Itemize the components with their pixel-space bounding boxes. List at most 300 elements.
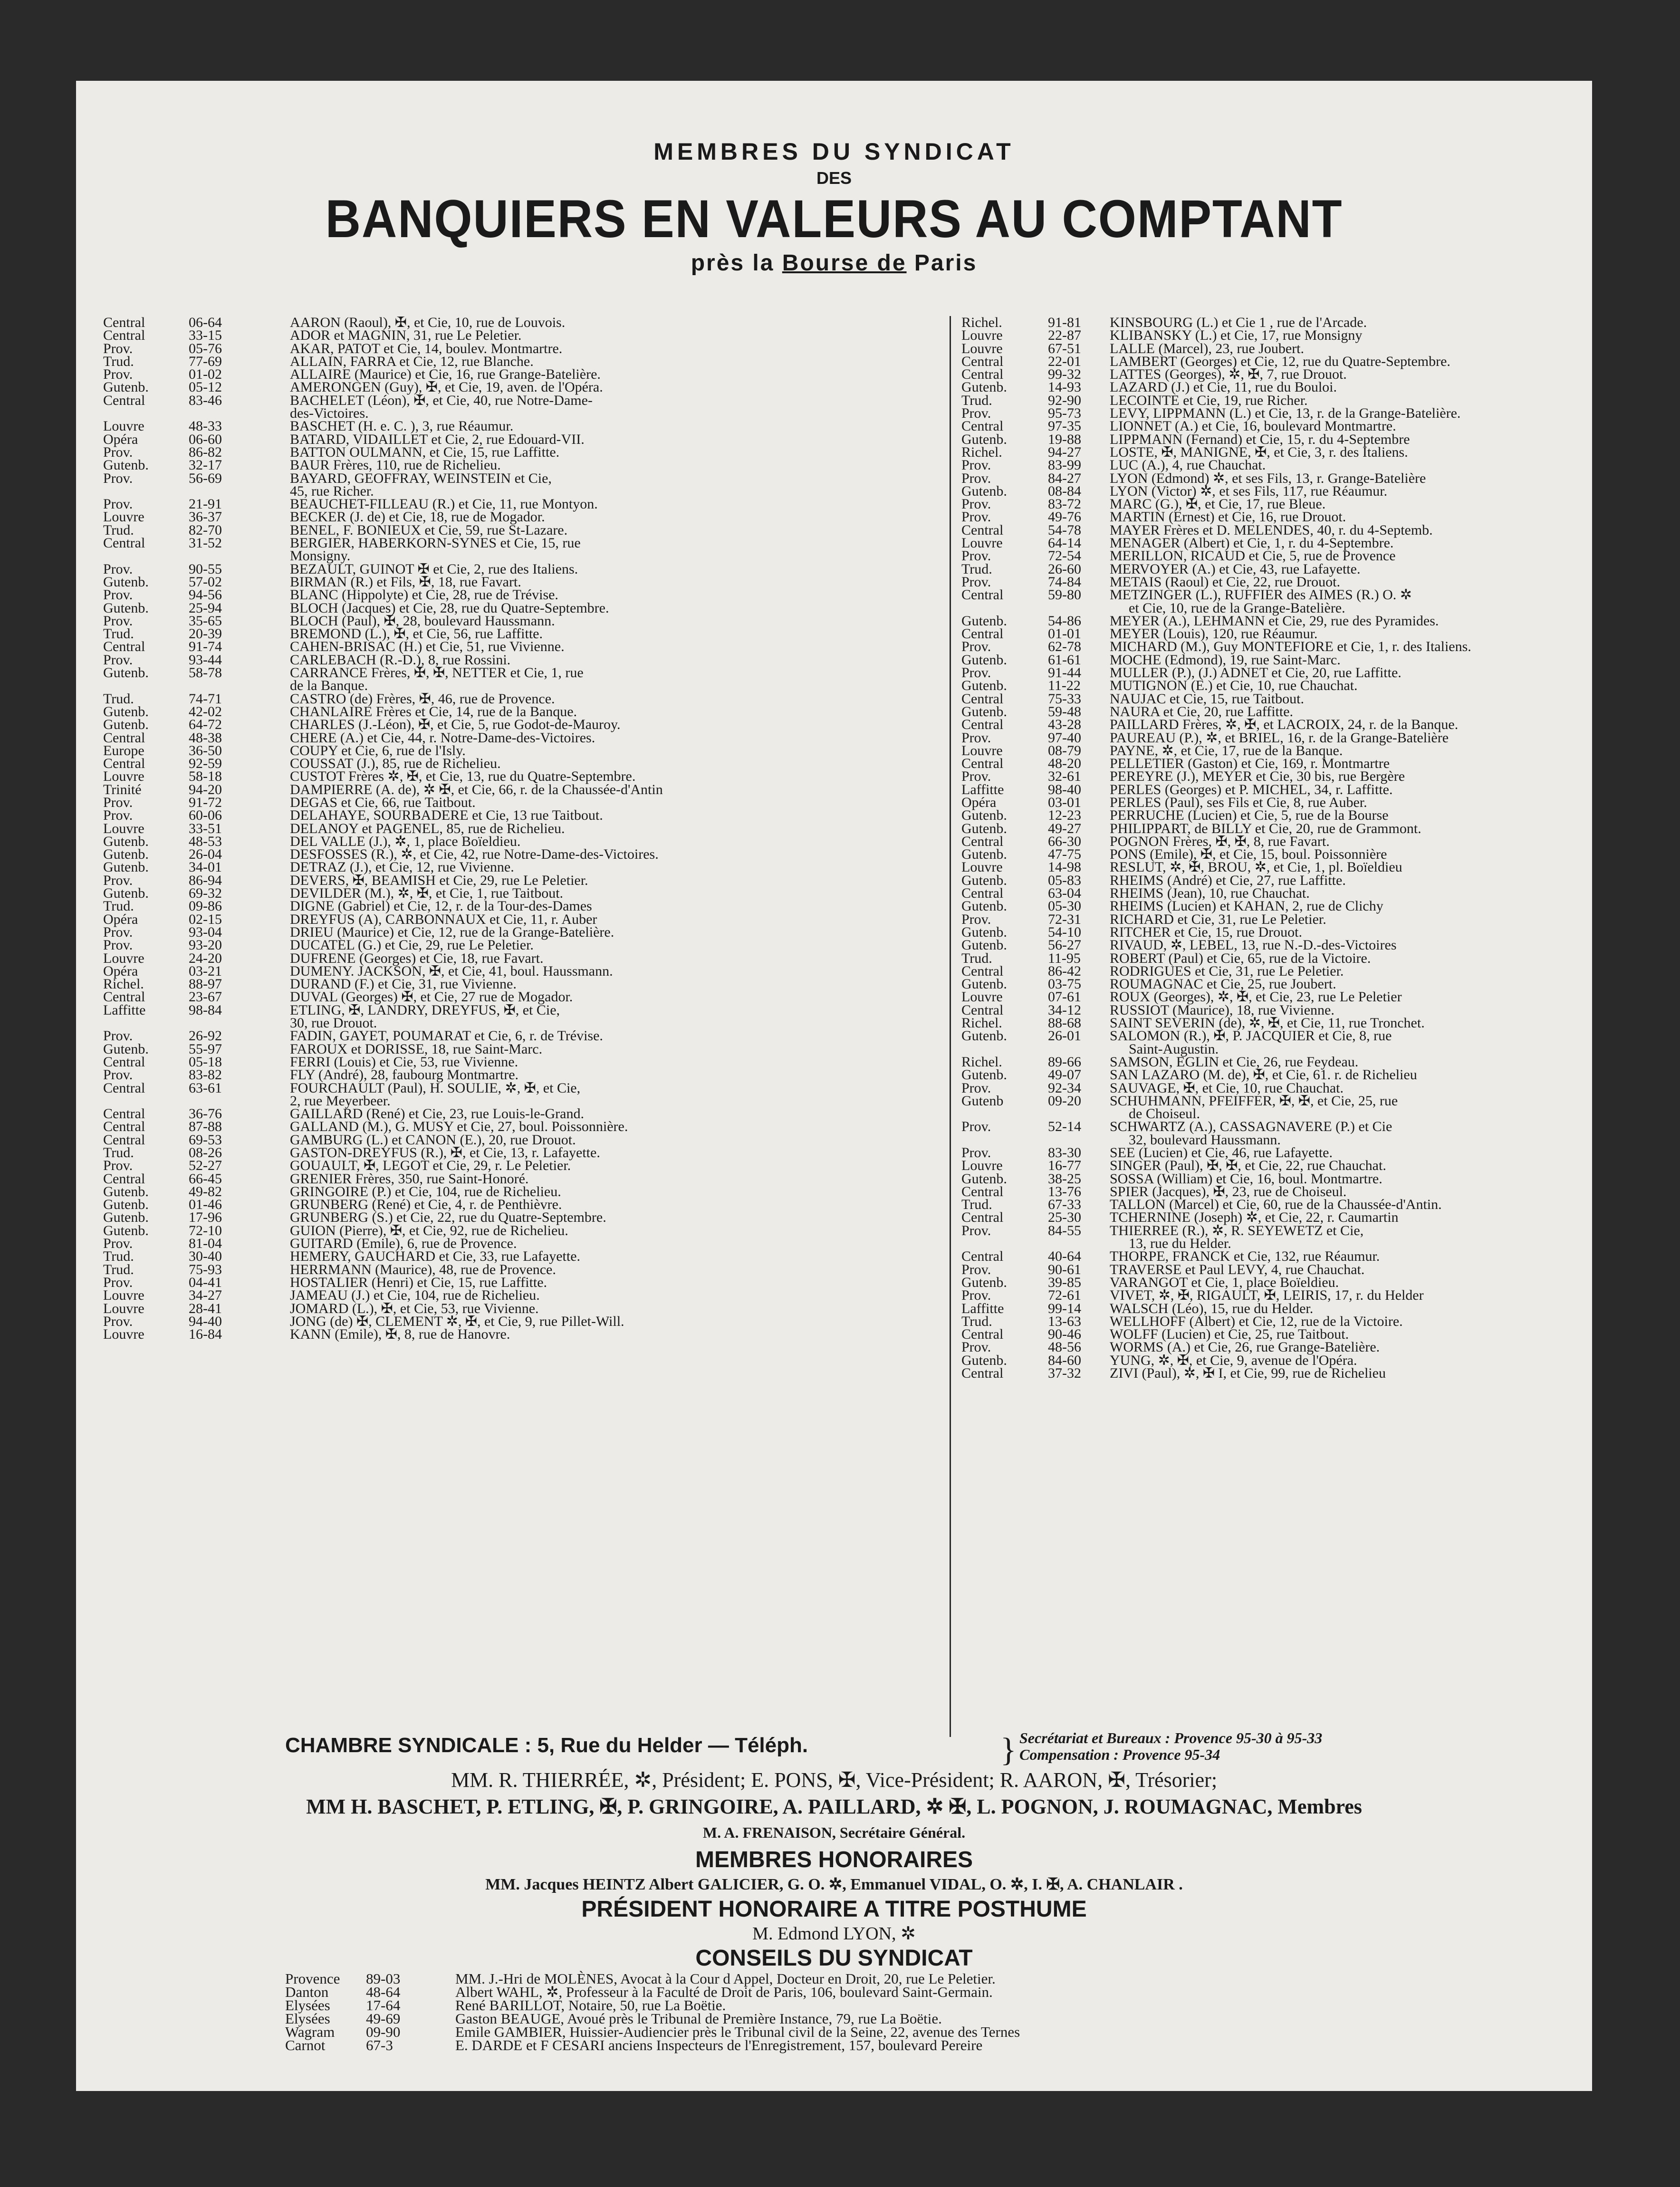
member-entry: COUPY et Cie, 6, rue de l'Isly.	[290, 742, 466, 758]
member-entry: RHEIMS (André) et Cie, 27, rue Laffitte.	[1110, 872, 1346, 888]
exchange-name: Richel.	[961, 1015, 1002, 1031]
member-row	[103, 561, 936, 577]
exchange-name: Gutenb.	[961, 613, 1007, 629]
exchange-name: Prov.	[961, 1261, 991, 1277]
member-entry: SAINT SEVERIN (de), ✲, ✠, et Cie, 11, rue Tronchet.	[1110, 1015, 1425, 1031]
member-entry: RITCHER et Cie, 15, rue Drouot.	[1110, 924, 1302, 940]
exchange-name: Central	[103, 729, 145, 746]
member-row	[962, 1354, 1578, 1367]
member-entry: DURAND (F.) et Cie, 31, rue Vivienne.	[290, 976, 517, 992]
exchange-name: Gutenb.	[961, 678, 1007, 694]
member-row	[103, 911, 936, 927]
phone-number: 48-56	[1048, 1339, 1081, 1355]
exchange-name: Trinité	[103, 781, 142, 797]
exchange-name: Louvre	[103, 1326, 144, 1343]
member-entry: PEREYRE (J.), MEYER et Cie, 30 bis, rue Bergère	[1110, 768, 1405, 785]
phone-number: 90-55	[189, 561, 222, 577]
member-row	[103, 963, 936, 979]
member-entry: ALLAIN, FARRA et Cie, 12, rue Blanche.	[290, 353, 534, 369]
member-row	[962, 524, 1578, 537]
exchange-name: Prov.	[103, 1067, 133, 1083]
member-entry: TALLON (Marcel) et Cie, 60, rue de la Chaussée-d'Antin.	[1110, 1197, 1442, 1213]
exchange-name: Trud.	[961, 392, 992, 408]
member-entry: DELAHAYE, SOURBADERE et Cie, 13 rue Taitbout.	[290, 807, 603, 824]
phone-number: 31-52	[189, 535, 222, 551]
member-row	[103, 898, 936, 914]
member-row	[290, 407, 936, 420]
phone-number: 82-70	[189, 522, 222, 538]
phone-number: 83-99	[1048, 457, 1081, 473]
phone-number: 91-72	[189, 794, 222, 810]
phone-number: 59-80	[1048, 587, 1081, 603]
member-row	[103, 418, 936, 434]
phone-number: 26-92	[189, 1028, 222, 1044]
phone-number: 74-84	[1048, 574, 1081, 590]
phone-number: 05-30	[1048, 898, 1081, 914]
phone-number: 33-51	[189, 820, 222, 836]
chambre-syndicale: CHAMBRE SYNDICALE : 5, Rue du Helder — Téléph.	[285, 1734, 808, 1757]
member-row	[103, 626, 936, 642]
exchange-name: Prov.	[103, 587, 133, 603]
member-row	[962, 1315, 1578, 1328]
phone-number: 42-02	[189, 703, 222, 719]
member-entry: MARTIN (Ernest) et Cie, 16, rue Drouot.	[1110, 509, 1346, 525]
member-entry: GASTON-DREYFUS (R.), ✠, et Cie, 13, r. Lafayette.	[290, 1145, 600, 1161]
phone-number: 48-38	[189, 729, 222, 746]
exchange-name: Prov.	[961, 470, 991, 486]
exchange-name: Gutenb.	[103, 859, 149, 875]
exchange-name: Gutenb.	[103, 600, 149, 616]
member-entry: WELLHOFF (Albert) et Cie, 12, rue de la Victoire.	[1110, 1313, 1403, 1329]
member-entry: COUSSAT (J.), 85, rue de Richelieu.	[290, 756, 501, 772]
exchange-name: Trud.	[103, 626, 134, 642]
member-entry: BEAUCHET-FILLEAU (R.) et Cie, 11, rue Montyon.	[290, 496, 598, 512]
exchange-name: Louvre	[961, 989, 1003, 1005]
member-row	[962, 510, 1578, 523]
member-entry: RHEIMS (Lucien) et KAHAN, 2, rue de Clichy	[1110, 898, 1383, 914]
phone-number: 58-18	[189, 768, 222, 785]
member-row	[103, 1313, 936, 1329]
member-row	[962, 887, 1578, 900]
member-entry: RODRIGUES et Cie, 31, rue Le Peletier.	[1110, 963, 1344, 979]
honoraires-line: MM. Jacques HEINTZ Albert GALICIER, G. O. ✲, Emmanuel VIDAL, O. ✲, I. ✠, A. CHANLAIR .	[485, 1876, 1183, 1893]
member-row	[962, 718, 1578, 731]
phone-number: 32-61	[1048, 768, 1081, 785]
member-entry: JOMARD (L.), ✠, et Cie, 53, rue Vivienne.	[290, 1300, 539, 1316]
exchange-name: Central	[103, 535, 145, 551]
member-row	[103, 1261, 936, 1277]
phone-number: 49-07	[1048, 1067, 1081, 1083]
member-row	[103, 1183, 936, 1199]
member-entry: MOCHE (Edmond), 19, rue Saint-Marc.	[1110, 652, 1341, 668]
member-entry: RIVAUD, ✲, LEBEL, 13, rue N.-D.-des-Victoires	[1110, 937, 1397, 953]
member-columns	[76, 316, 1592, 1737]
exchange-name: Prov.	[103, 794, 133, 810]
member-row	[962, 848, 1578, 861]
conseil-entry: René BARILLOT, Notaire, 50, rue La Boëtie.	[455, 1997, 726, 2014]
phone-number: 35-65	[189, 613, 222, 629]
member-row	[103, 859, 936, 875]
phone-number: 92-59	[189, 756, 222, 772]
phone-number: 67-3	[366, 2037, 393, 2053]
member-row	[962, 420, 1578, 432]
phone-number: 39-85	[1048, 1274, 1081, 1290]
exchange-name: Louvre	[961, 742, 1003, 758]
brace: }	[1000, 1732, 1017, 1768]
member-row	[290, 485, 936, 498]
member-entry: FLY (André), 28, faubourg Montmartre.	[290, 1067, 519, 1083]
member-entry: 2, rue Meyerbeer.	[290, 1093, 391, 1109]
member-row	[962, 472, 1578, 485]
exchange-name: Prov.	[103, 613, 133, 629]
exchange-name: Gutenb.	[961, 820, 1007, 836]
member-entry: DETRAZ (J.), et Cie, 12, rue Vivienne.	[290, 859, 514, 875]
conseil-entry: Gaston BEAUGE, Avoué près le Tribunal de Première Instance, 79, rue La Boëtie.	[455, 2010, 942, 2027]
exchange-name: Prov.	[103, 924, 133, 940]
member-row	[962, 1068, 1578, 1081]
member-row	[962, 783, 1578, 796]
exchange-name: Prov.	[961, 768, 991, 785]
member-row	[103, 833, 936, 849]
member-entry: RICHARD et Cie, 31, rue Le Peletier.	[1110, 911, 1326, 927]
member-entry: AKAR, PATOT et Cie, 14, boulev. Montmartre.	[290, 340, 563, 356]
member-row	[962, 1159, 1578, 1172]
member-entry: NAUJAC et Cie, 15, rue Taitbout.	[1110, 691, 1304, 707]
phone-number: 58-78	[189, 665, 222, 681]
exchange-name: Central	[961, 885, 1004, 902]
member-row	[962, 861, 1578, 873]
phone-number: 60-06	[189, 807, 222, 824]
member-entry: DUVAL (Georges) ✠, et Cie, 27 rue de Mogador.	[290, 989, 573, 1005]
phone-number: 91-81	[1048, 315, 1081, 330]
member-entry: HEMERY, GAUCHARD et Cie, 33, rue Lafayette.	[290, 1248, 581, 1265]
exchange-name: Trud.	[103, 898, 134, 914]
member-entry: WORMS (A.) et Cie, 26, rue Grange-Batelière.	[1110, 1339, 1380, 1355]
phone-number: 40-64	[1048, 1248, 1081, 1265]
exchange-name: Gutenb.	[961, 652, 1007, 668]
member-entry: DAMPIERRE (A. de), ✲ ✠, et Cie, 66, r. de la Chaussée-d'Antin	[290, 781, 663, 797]
phone-number: 89-03	[366, 1970, 401, 1987]
phone-number: 83-82	[189, 1067, 222, 1083]
exchange-name: Central	[961, 756, 1004, 772]
member-row	[103, 1170, 936, 1187]
member-row	[103, 756, 936, 772]
member-entry: METAIS (Raoul) et Cie, 22, rue Drouot.	[1110, 574, 1341, 590]
member-row	[103, 327, 936, 344]
member-row	[103, 1158, 936, 1174]
member-row	[103, 820, 936, 836]
member-entry: BACHELET (Léon), ✠, et Cie, 40, rue Notre-Dame-	[290, 392, 593, 408]
member-row	[290, 1094, 936, 1107]
member-entry: FOURCHAULT (Paul), H. SOULIE, ✲, ✠, et Cie,	[290, 1080, 581, 1096]
phone-number: 89-66	[1048, 1054, 1081, 1070]
exchange-name: Gutenb.	[103, 574, 149, 590]
exchange-name: Elysées	[285, 1997, 330, 2014]
secretary-line: M. A. FRENAISON, Secrétaire Général.	[702, 1824, 966, 1841]
member-entry: HERRMANN (Maurice), 48, rue de Provence.	[290, 1261, 556, 1277]
member-entry: SCHWARTZ (A.), CASSAGNAVERE (P.) et Cie	[1110, 1119, 1392, 1135]
phone-number: 26-01	[1048, 1028, 1081, 1044]
phone-number: 19-88	[1048, 431, 1081, 447]
exchange-name: Prov.	[961, 1287, 991, 1304]
member-entry: LIONNET (A.) et Cie, 16, boulevard Montmartre.	[1110, 418, 1396, 434]
exchange-name: Prov.	[961, 509, 991, 525]
exchange-name: Gutenb.	[103, 833, 149, 849]
member-row	[103, 989, 936, 1005]
exchange-name: Trud.	[961, 1197, 992, 1213]
exchange-name: Trud.	[103, 1261, 134, 1277]
member-entry: PAYNE, ✲, et Cie, 17, rue de la Banque.	[1110, 742, 1343, 758]
exchange-name: Richel.	[103, 976, 144, 992]
exchange-name: Elysées	[285, 2010, 330, 2027]
phone-number: 36-50	[189, 742, 222, 758]
phone-number: 26-60	[1048, 561, 1081, 577]
phone-number: 14-98	[1048, 859, 1081, 875]
exchange-name: Prov.	[103, 470, 133, 486]
member-entry: Saint-Augustin.	[1129, 1041, 1219, 1057]
member-entry: KANN (Emile), ✠, 8, rue de Hanovre.	[290, 1326, 510, 1343]
member-entry: DUMENY. JACKSON, ✠, et Cie, 41, boul. Haussmann.	[290, 963, 613, 979]
exchange-name: Central	[961, 1002, 1004, 1018]
phone-number: 66-30	[1048, 833, 1081, 849]
member-row	[962, 900, 1578, 912]
member-entry: DIGNE (Gabriel) et Cie, 12, r. de la Tour-des-Dames	[290, 898, 592, 914]
exchange-name: Central	[961, 626, 1004, 642]
member-row	[103, 872, 936, 888]
conseils-title: CONSEILS DU SYNDICAT	[695, 1946, 973, 1971]
phone-number: 13-76	[1048, 1183, 1081, 1199]
member-row	[962, 381, 1578, 393]
phone-number: 64-14	[1048, 535, 1081, 551]
member-row	[103, 1028, 936, 1044]
member-row	[103, 1274, 936, 1290]
member-row	[962, 874, 1578, 887]
phone-number: 11-95	[1048, 950, 1081, 966]
member-entry: MERVOYER (A.) et Cie, 43, rue Lafayette.	[1110, 561, 1361, 577]
phone-number: 22-87	[1048, 327, 1081, 344]
member-entry: METZINGER (L.), RUFFIER des AIMES (R.) O. ✲	[1110, 587, 1412, 603]
phone-number: 01-01	[1048, 626, 1081, 642]
exchange-name: Louvre	[961, 859, 1003, 875]
member-entry: DEVERS, ✠, BEAMISH et Cie, 29, rue Le Peletier.	[290, 872, 588, 888]
member-row	[962, 952, 1578, 965]
member-entry: CHERE (A.) et Cie, 44, r. Notre-Dame-des-Victoires.	[290, 729, 595, 746]
member-row	[962, 1172, 1578, 1185]
member-entry: BREMOND (L.), ✠, et Cie, 56, rue Laffitte.	[290, 626, 543, 642]
member-row	[962, 1004, 1578, 1017]
member-entry: PAUREAU (P.), ✲, et BRIEL, 16, r. de la Grange-Batelière	[1110, 729, 1449, 746]
member-row	[103, 846, 936, 863]
exchange-name: Trud.	[961, 1313, 992, 1329]
member-row	[103, 315, 936, 330]
exchange-name: Danton	[285, 1984, 329, 2000]
member-entry: LUC (A.), 4, rue Chauchat.	[1110, 457, 1266, 473]
member-entry: SAN LAZARO (M. de), ✠, et Cie, 61. r. de Richelieu	[1110, 1067, 1417, 1083]
member-row	[103, 535, 936, 551]
exchange-name: Gutenb.	[961, 924, 1007, 940]
exchange-name: Central	[103, 392, 145, 408]
member-row	[962, 368, 1578, 381]
header-subtitle: près la Bourse de Paris	[691, 250, 978, 276]
member-entry: ADOR et MAGNIN, 31, rue Le Peletier.	[290, 327, 522, 344]
phone-number: 69-32	[189, 885, 222, 902]
member-entry: DRIEU (Maurice) et Cie, 12, rue de la Grange-Batelière.	[290, 924, 614, 940]
phone-number: 48-33	[189, 418, 222, 434]
phone-number: 38-25	[1048, 1170, 1081, 1187]
phone-number: 09-20	[1048, 1093, 1081, 1109]
phone-number: 99-14	[1048, 1300, 1081, 1316]
phone-number: 92-34	[1048, 1080, 1081, 1096]
exchange-name: Richel.	[961, 444, 1002, 460]
member-row	[103, 522, 936, 538]
member-entry: MUTIGNON (E.) et Cie, 10, rue Chauchat.	[1110, 678, 1358, 694]
exchange-name: Central	[103, 1080, 145, 1096]
phone-number: 69-53	[189, 1132, 222, 1148]
member-entry: MEYER (Louis), 120, rue Réaumur.	[1110, 626, 1318, 642]
exchange-name: Prov.	[961, 1119, 991, 1135]
phone-number: 75-93	[189, 1261, 222, 1277]
right-column	[962, 316, 1578, 1380]
member-row	[103, 976, 936, 992]
member-row	[962, 1237, 1578, 1250]
phone-number: 54-86	[1048, 613, 1081, 629]
member-row	[962, 1211, 1578, 1224]
member-entry: AMERONGEN (Guy), ✠, et Cie, 19, aven. de l'Opéra.	[290, 379, 603, 395]
member-entry: BLOCH (Paul), ✠, 28, boulevard Haussmann.	[290, 613, 555, 629]
phone-number: 43-28	[1048, 717, 1081, 733]
member-entry: HOSTALIER (Henri) et Cie, 15, rue Laffitte.	[290, 1274, 547, 1290]
exchange-name: Gutenb.	[103, 379, 149, 395]
phone-number: 26-04	[189, 846, 222, 863]
phone-number: 25-94	[189, 600, 222, 616]
exchange-name: Gutenb.	[961, 807, 1007, 824]
exchange-name: Prov.	[103, 1028, 133, 1044]
exchange-name: Wagram	[285, 2024, 335, 2040]
exchange-name: Central	[961, 418, 1004, 434]
exchange-name: Louvre	[103, 1300, 144, 1316]
phone-number: 07-61	[1048, 989, 1081, 1005]
member-entry: JONG (de) ✠, CLEMENT ✲, ✠, et Cie, 9, rue Pillet-Will.	[290, 1313, 624, 1329]
phone-number: 87-88	[189, 1119, 222, 1135]
member-row	[103, 652, 936, 668]
phone-number: 21-91	[189, 496, 222, 512]
exchange-name: Louvre	[103, 1287, 144, 1304]
exchange-name: Europe	[103, 742, 144, 758]
president-honoraire-name: M. Edmond LYON, ✲	[752, 1924, 916, 1944]
exchange-name: Louvre	[961, 1158, 1003, 1174]
member-row	[962, 692, 1578, 705]
member-row	[962, 459, 1578, 471]
member-row	[103, 1119, 936, 1135]
member-entry: LECOINTE et Cie, 19, rue Richer.	[1110, 392, 1308, 408]
member-entry: NAURA et Cie, 20, rue Laffitte.	[1110, 703, 1294, 719]
member-row	[962, 1328, 1578, 1341]
member-entry: PELLETIER (Gaston) et Cie, 169, r. Montmartre	[1110, 756, 1390, 772]
exchange-name: Gutenb.	[961, 1170, 1007, 1187]
member-row	[962, 433, 1578, 446]
member-row	[103, 1209, 936, 1226]
phone-number: 54-10	[1048, 924, 1081, 940]
member-entry: CASTRO (de) Frères, ✠, 46, rue de Provence.	[290, 691, 555, 707]
phone-number: 20-39	[189, 626, 222, 642]
member-entry: Monsigny.	[290, 548, 351, 564]
member-entry: MULLER (P.), (J.) ADNET et Cie, 20, rue Laffitte.	[1110, 665, 1402, 681]
phone-number: 05-83	[1048, 872, 1081, 888]
member-row	[103, 1287, 936, 1304]
phone-number: 12-23	[1048, 807, 1081, 824]
phone-number: 49-82	[189, 1183, 222, 1199]
member-row	[103, 742, 936, 758]
phone-number: 94-20	[189, 781, 222, 797]
member-row	[962, 640, 1578, 653]
phone-number: 81-04	[189, 1236, 222, 1252]
phone-number: 93-04	[189, 924, 222, 940]
member-entry: GAILLARD (René) et Cie, 23, rue Louis-le-Grand.	[290, 1106, 584, 1122]
member-entry: ROUMAGNAC et Cie, 25, rue Joubert.	[1110, 976, 1336, 992]
exchange-name: Central	[103, 1170, 145, 1187]
exchange-name: Central	[961, 1326, 1004, 1343]
member-entry: PONS (Emile), ✠, et Cie, 15, boul. Poissonnière	[1110, 846, 1387, 863]
exchange-name: Central	[961, 366, 1004, 383]
phone-number: 24-20	[189, 950, 222, 966]
member-row	[103, 691, 936, 707]
member-row	[962, 602, 1578, 614]
exchange-name: Central	[961, 833, 1004, 849]
member-row	[962, 1263, 1578, 1276]
exchange-name: Gutenb	[961, 1093, 1004, 1109]
member-row	[962, 1043, 1578, 1055]
member-entry: 45, rue Richer.	[290, 483, 374, 499]
phone-number: 34-01	[189, 859, 222, 875]
phone-number: 91-74	[189, 639, 222, 655]
secretariat: Secrétariat et Bureaux : Provence 95-30 à 95-33	[1019, 1729, 1323, 1746]
phone-number: 09-86	[189, 898, 222, 914]
exchange-name: Gutenb.	[961, 431, 1007, 447]
exchange-name: Central	[961, 353, 1004, 369]
exchange-name: Louvre	[103, 950, 144, 966]
member-row	[103, 794, 936, 810]
phone-number: 94-27	[1048, 444, 1081, 460]
phone-number: 95-73	[1048, 405, 1081, 422]
member-entry: des-Victoires.	[290, 405, 369, 422]
member-entry: GOUAULT, ✠, LEGOT et Cie, 29, r. Le Peletier.	[290, 1158, 571, 1174]
member-entry: ETLING, ✠, LANDRY, DREYFUS, ✠, et Cie,	[290, 1002, 560, 1018]
member-entry: CARRANCE Frères, ✠, ✠, NETTER et Cie, 1, rue	[290, 665, 584, 681]
phone-number: 74-71	[189, 691, 222, 707]
exchange-name: Central	[103, 1106, 145, 1122]
member-row	[103, 807, 936, 824]
exchange-name: Louvre	[961, 535, 1003, 551]
president-line: MM. R. THIERRÉE, ✲, Président; E. PONS, ✠, Vice-Président; R. AARON, ✠, Trésorier;	[451, 1768, 1218, 1792]
member-entry: LAMBERT (Georges) et Cie, 12, rue du Quatre-Septembre.	[1110, 353, 1450, 369]
phone-number: 05-12	[189, 379, 222, 395]
exchange-name: Laffitte	[103, 1002, 146, 1018]
phone-number: 08-26	[189, 1145, 222, 1161]
member-row	[103, 1067, 936, 1083]
phone-number: 86-82	[189, 444, 222, 460]
phone-number: 03-75	[1048, 976, 1081, 992]
member-entry: LAZARD (J.) et Cie, 11, rue du Bouloi.	[1110, 379, 1337, 395]
member-entry: DUFRENE (Georges) et Cie, 18, rue Favart.	[290, 950, 544, 966]
exchange-name: Gutenb.	[103, 457, 149, 473]
member-row	[962, 796, 1578, 809]
phone-number: 75-33	[1048, 691, 1081, 707]
member-row	[962, 446, 1578, 459]
member-row	[962, 679, 1578, 692]
member-row	[290, 679, 936, 692]
member-row	[103, 353, 936, 369]
member-entry: CARLEBACH (R.-D.), 8, rue Rossini.	[290, 652, 511, 668]
